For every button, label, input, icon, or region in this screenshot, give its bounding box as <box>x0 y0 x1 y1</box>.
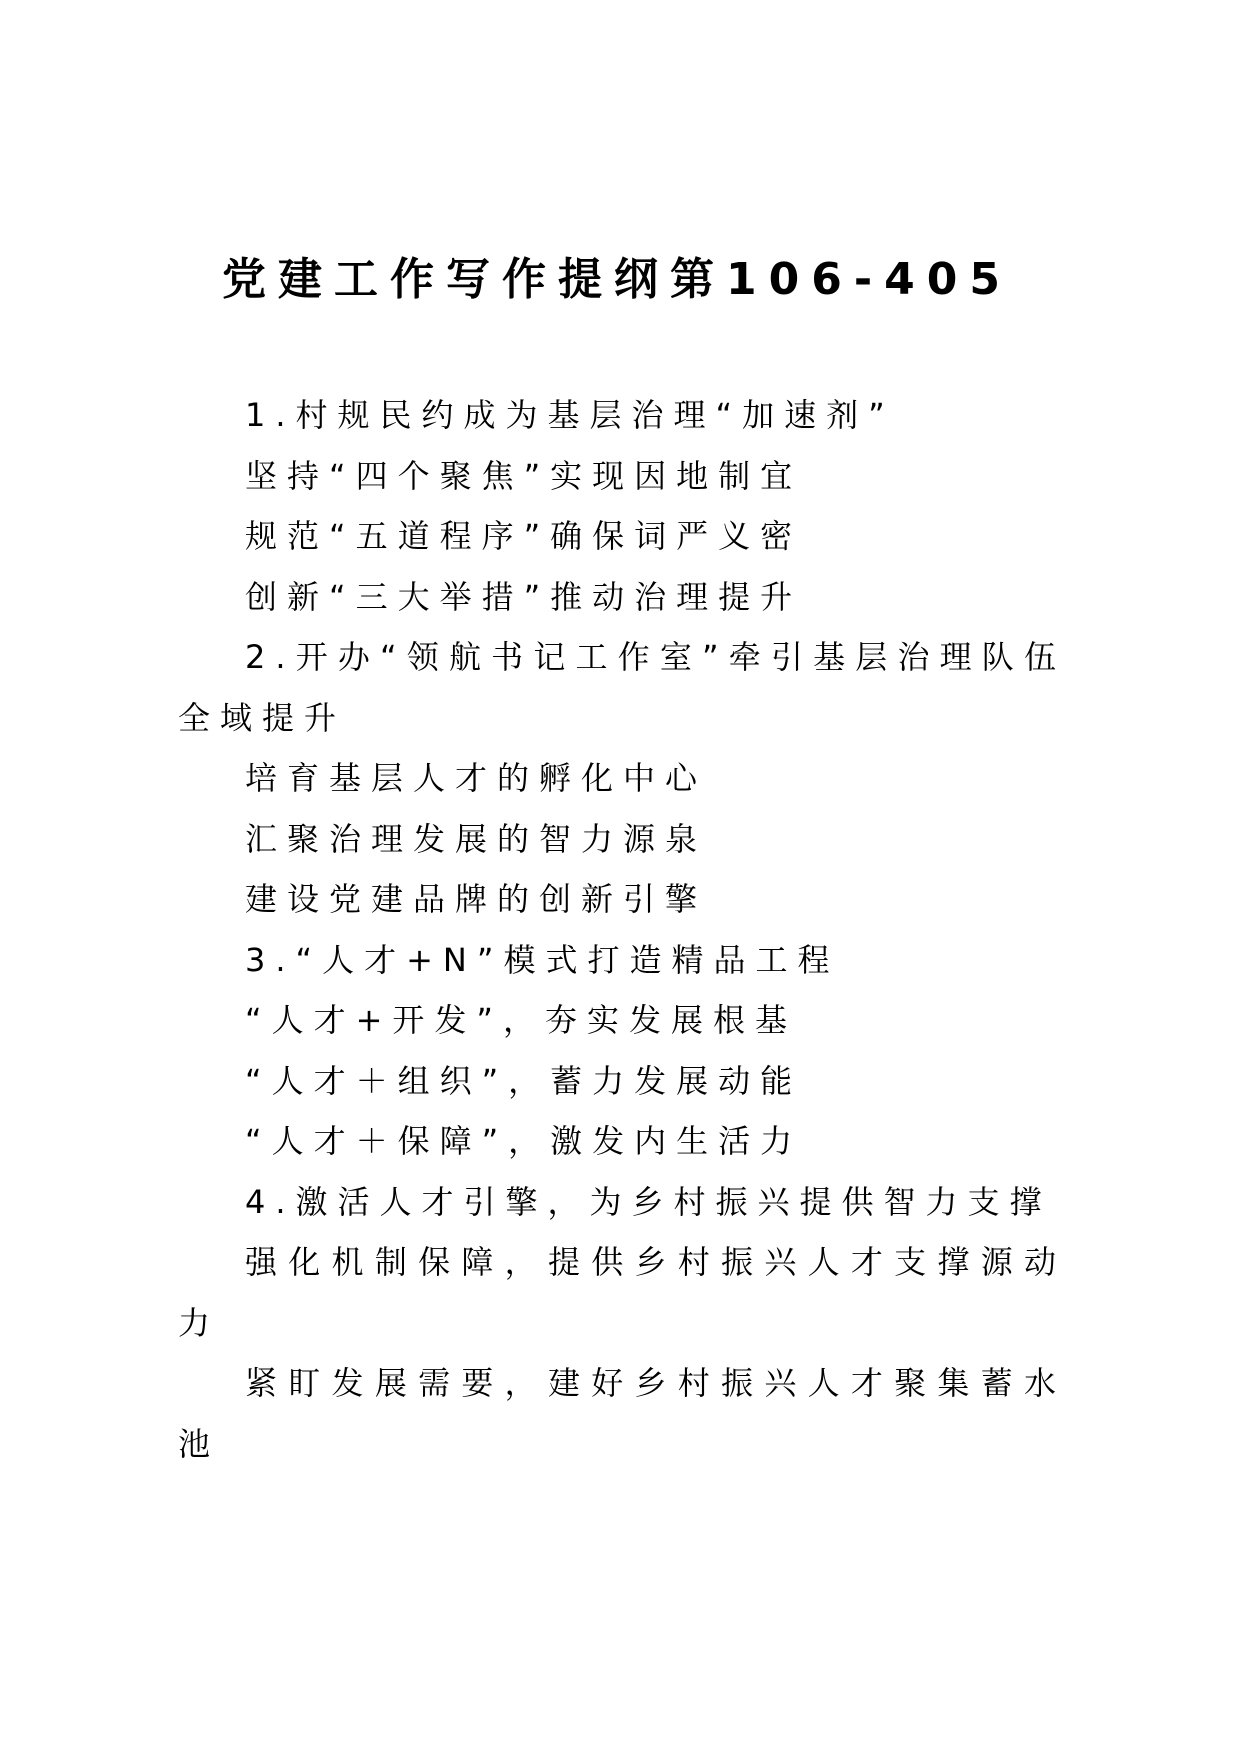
point-3-1: “人才+开发”，夯实发展根基 <box>245 1001 797 1039</box>
point-3-3: “人才＋保障”，激发内生活力 <box>245 1122 803 1160</box>
point-4-2: 紧盯发展需要，建好乡村振兴人才聚集蓄水池 <box>178 1364 1066 1463</box>
heading-3: 3.“人才+N”模式打造精品工程 <box>245 940 840 979</box>
point-4-1: 强化机制保障，提供乡村振兴人才支撑源动力 <box>178 1243 1066 1342</box>
point-2-3: 建设党建品牌的创新引擎 <box>245 880 708 918</box>
point-2-1: 培育基层人才的孵化中心 <box>245 759 708 797</box>
heading-1: 1.村规民约成为基层治理“加速剂” <box>245 396 895 434</box>
document-body <box>178 385 1066 1474</box>
point-1-2: 规范“五道程序”确保词严义密 <box>245 517 803 555</box>
point-1-1: 坚持“四个聚焦”实现因地制宜 <box>245 456 803 495</box>
point-2-2: 汇聚治理发展的智力源泉 <box>245 819 708 858</box>
point-1-3: 创新“三大举措”推动治理提升 <box>245 577 803 616</box>
point-3-2: “人才＋组织”，蓄力发展动能 <box>245 1061 803 1100</box>
heading-2: 2.开办“领航书记工作室”牵引基层治理队伍全域提升 <box>178 638 1066 737</box>
document-title: 党建工作写作提纲第106-405 <box>222 254 1012 305</box>
heading-4: 4.激活人才引擎，为乡村振兴提供智力支撑 <box>245 1182 1052 1221</box>
